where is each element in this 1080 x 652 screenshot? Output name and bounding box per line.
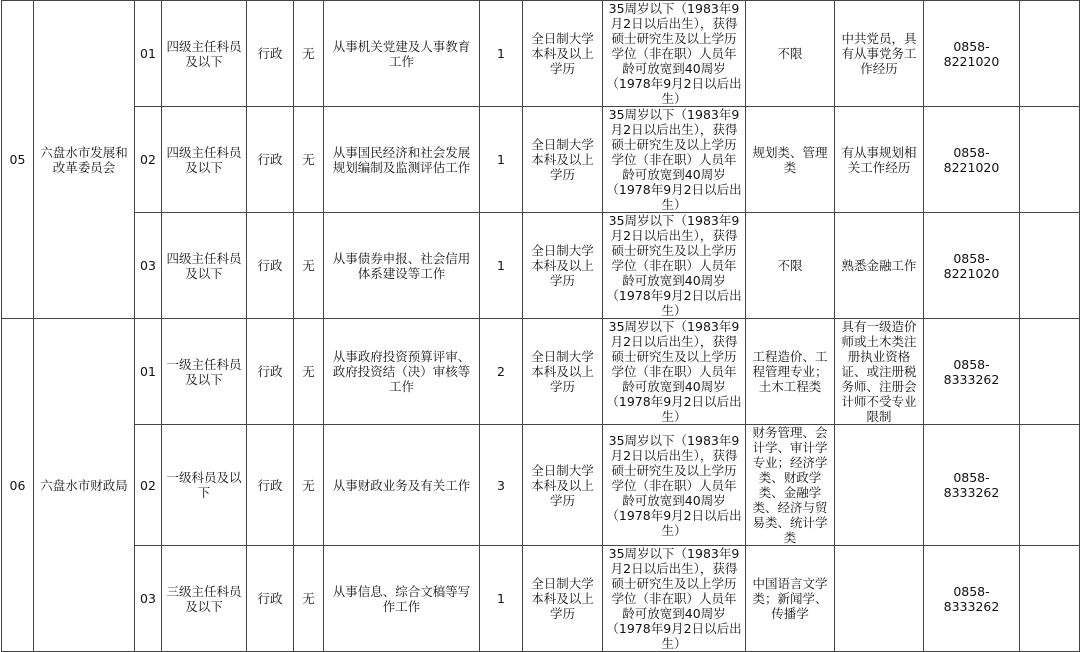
position-duties: 从事国民经济和社会发展规划编制及监测评估工作 [324, 107, 480, 213]
position-education: 全日制大学本科及以上学历 [523, 213, 603, 319]
position-count: 1 [480, 1, 523, 107]
position-age: 35周岁以下（1983年9月2日以后出生），获得硕士研究生及以上学历学位（非在职）人员年龄可放宽到40周岁（1978年9月2日以后出生） [603, 546, 746, 652]
table-row [2, 107, 1080, 213]
position-phone: 0858-8333262 [924, 319, 1020, 425]
position-note [1020, 319, 1080, 425]
position-education: 全日制大学本科及以上学历 [523, 107, 603, 213]
table-row [2, 425, 1080, 546]
position-count: 1 [480, 107, 523, 213]
position-other: 无 [294, 319, 324, 425]
position-title: 三级主任科员及以下 [162, 546, 247, 652]
position-title: 一级主任科员及以下 [162, 319, 247, 425]
position-note [1020, 1, 1080, 107]
position-code: 02 [135, 107, 162, 213]
position-major: 中国语言文学类；新闻学、传播学 [746, 546, 835, 652]
position-code: 01 [135, 1, 162, 107]
position-age: 35周岁以下（1983年9月2日以后出生），获得硕士研究生及以上学历学位（非在职）人员年龄可放宽到40周岁（1978年9月2日以后出生） [603, 319, 746, 425]
position-education: 全日制大学本科及以上学历 [523, 546, 603, 652]
position-category: 行政 [247, 213, 294, 319]
position-education: 全日制大学本科及以上学历 [523, 319, 603, 425]
recruitment-table [1, 0, 1080, 652]
position-count: 2 [480, 319, 523, 425]
position-duties: 从事政府投资预算评审、政府投资结（决）审核等工作 [324, 319, 480, 425]
position-major: 财务管理、会计学、审计学专业；经济学类、财政学类、金融学类、经济与贸易类、统计学类 [746, 425, 835, 546]
position-code: 01 [135, 319, 162, 425]
position-category: 行政 [247, 107, 294, 213]
table-row [2, 319, 1080, 425]
position-major: 不限 [746, 1, 835, 107]
position-age: 35周岁以下（1983年9月2日以后出生），获得硕士研究生及以上学历学位（非在职）人员年龄可放宽到40周岁（1978年9月2日以后出生） [603, 107, 746, 213]
position-phone: 0858-8333262 [924, 546, 1020, 652]
position-category: 行政 [247, 319, 294, 425]
position-age: 35周岁以下（1983年9月2日以后出生），获得硕士研究生及以上学历学位（非在职）人员年龄可放宽到40周岁（1978年9月2日以后出生） [603, 213, 746, 319]
position-title: 四级主任科员及以下 [162, 1, 247, 107]
position-title: 四级主任科员及以下 [162, 107, 247, 213]
position-count: 1 [480, 213, 523, 319]
position-title: 四级主任科员及以下 [162, 213, 247, 319]
position-category: 行政 [247, 546, 294, 652]
position-age: 35周岁以下（1983年9月2日以后出生），获得硕士研究生及以上学历学位（非在职）人员年龄可放宽到40周岁（1978年9月2日以后出生） [603, 1, 746, 107]
position-count: 1 [480, 546, 523, 652]
table-row [2, 213, 1080, 319]
position-education: 全日制大学本科及以上学历 [523, 425, 603, 546]
position-phone: 0858-8221020 [924, 213, 1020, 319]
position-major: 不限 [746, 213, 835, 319]
position-note [1020, 213, 1080, 319]
position-phone: 0858-8333262 [924, 425, 1020, 546]
position-other: 无 [294, 1, 324, 107]
position-other: 无 [294, 107, 324, 213]
position-duties: 从事机关党建及人事教育工作 [324, 1, 480, 107]
department-code: 06 [2, 319, 34, 652]
position-other: 无 [294, 213, 324, 319]
table-row [2, 1, 1080, 107]
position-duties: 从事债券申报、社会信用体系建设等工作 [324, 213, 480, 319]
position-duties: 从事信息、综合文稿等写作工作 [324, 546, 480, 652]
position-age: 35周岁以下（1983年9月2日以后出生），获得硕士研究生及以上学历学位（非在职）人员年龄可放宽到40周岁（1978年9月2日以后出生） [603, 425, 746, 546]
position-other: 无 [294, 425, 324, 546]
position-note [1020, 425, 1080, 546]
department-code: 05 [2, 1, 34, 319]
position-phone: 0858-8221020 [924, 1, 1020, 107]
position-requirements: 有从事规划相关工作经历 [835, 107, 924, 213]
position-requirements: 中共党员，具有从事党务工作经历 [835, 1, 924, 107]
position-major: 规划类、管理类 [746, 107, 835, 213]
position-requirements: 熟悉金融工作 [835, 213, 924, 319]
position-other: 无 [294, 546, 324, 652]
position-count: 3 [480, 425, 523, 546]
department-name: 六盘水市财政局 [34, 319, 135, 652]
department-name: 六盘水市发展和改革委员会 [34, 1, 135, 319]
position-category: 行政 [247, 425, 294, 546]
position-category: 行政 [247, 1, 294, 107]
position-note [1020, 107, 1080, 213]
position-code: 03 [135, 546, 162, 652]
position-code: 03 [135, 213, 162, 319]
position-major: 工程造价、工程管理专业；土木工程类 [746, 319, 835, 425]
position-duties: 从事财政业务及有关工作 [324, 425, 480, 546]
position-requirements [835, 425, 924, 546]
position-education: 全日制大学本科及以上学历 [523, 1, 603, 107]
position-title: 一级科员及以下 [162, 425, 247, 546]
position-code: 02 [135, 425, 162, 546]
position-phone: 0858-8221020 [924, 107, 1020, 213]
position-requirements: 具有一级造价师或土木类注册执业资格证、或注册税务师、注册会计师不受专业限制 [835, 319, 924, 425]
